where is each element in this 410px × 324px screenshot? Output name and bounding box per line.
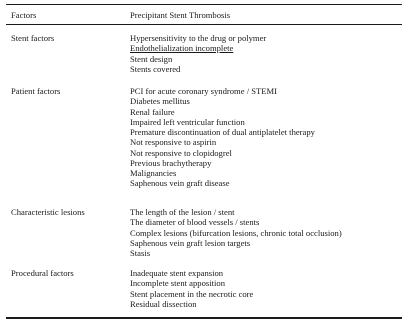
cause-list-patient (130, 86, 315, 189)
cause-item: The diameter of blood vessels / stents (130, 217, 260, 228)
factor-label-procedural: Procedural factors (11, 268, 74, 278)
factor-label-characteristic-lesions: Characteristic lesions (11, 207, 85, 217)
cause-item: Hypersensitivity to the drug or polymer (130, 33, 267, 43)
header-precipitant-stent-thrombosis: Precipitant Stent Thrombosis (130, 10, 231, 20)
cause-item: Stasis (130, 248, 151, 258)
cause-item: Incomplete stent apposition (130, 278, 225, 289)
table-bottom-rule (6, 317, 402, 319)
cause-item: Stents covered (130, 63, 181, 74)
cause-item: Not responsive to clopidogrel (130, 147, 232, 158)
cause-item: Diabetes mellitus (130, 96, 190, 107)
cause-item: Impaired left ventricular function (130, 116, 245, 127)
header-factors: Factors (11, 10, 37, 20)
cause-item: Stent design (130, 53, 173, 64)
cause-item: Inadequate stent expansion (130, 268, 224, 278)
cause-item: Saphenous vein graft lesion targets (130, 237, 251, 248)
cause-item: Previous brachytherapy (130, 157, 212, 168)
cause-item: Residual dissection (130, 298, 197, 309)
table-top-rule (6, 4, 402, 5)
factor-label-patient: Patient factors (11, 86, 61, 96)
cause-item: Complex lesions (bifurcation lesions, chronic total occlusion) (130, 227, 342, 238)
cause-list-stent (130, 33, 266, 74)
cause-item: Stent placement in the necrotic core (130, 288, 254, 299)
cause-list-procedural (130, 268, 253, 309)
cause-item: The length of the lesion / stent (130, 207, 235, 217)
cause-item: Malignancies (130, 168, 177, 178)
factor-label-stent: Stent factors (11, 33, 55, 43)
cause-item: Renal failure (130, 106, 175, 117)
table-header-rule (6, 24, 402, 25)
cause-item: Premature discontinuation of dual antiplatelet therapy (130, 127, 315, 137)
cause-item: Saphenous vein graft disease (130, 178, 230, 189)
cause-item: Endothelialization incomplete (130, 43, 234, 54)
cause-item: PCI for acute coronary syndrome / STEMI (130, 86, 278, 96)
cause-item: Not responsive to aspirin (130, 137, 217, 148)
cause-list-characteristic-lesions (130, 207, 342, 258)
